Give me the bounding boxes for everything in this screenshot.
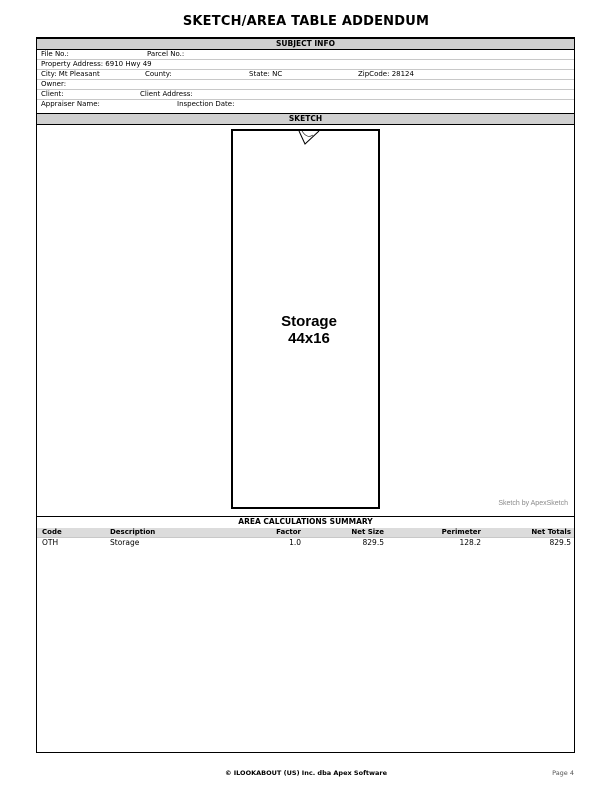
state-value: State: NC [249, 70, 283, 78]
col-description: Description [110, 528, 156, 536]
table-row [37, 538, 574, 549]
door-swing-icon [302, 131, 313, 136]
row-net-totals: 829.5 [549, 538, 571, 547]
room-dims-label: 44x16 [288, 330, 330, 347]
area-calc-header: AREA CALCULATIONS SUMMARY [37, 516, 574, 528]
zipcode-value: ZipCode: 28124 [358, 70, 414, 78]
appraiser-label: Appraiser Name: [41, 100, 100, 108]
county-label: County: [145, 70, 172, 78]
client-label: Client: [41, 90, 64, 98]
info-row-owner [37, 80, 574, 90]
inspection-date-label: Inspection Date: [177, 100, 235, 108]
col-code: Code [42, 528, 62, 536]
footer-page-number: Page 4 [552, 769, 574, 777]
area-calc-column-headers [37, 528, 574, 538]
col-net-totals: Net Totals [531, 528, 571, 536]
addendum-frame [36, 37, 575, 753]
row-description: Storage [110, 538, 140, 547]
door-symbol-icon [299, 131, 319, 144]
page-footer [0, 769, 612, 779]
subject-info-header: SUBJECT INFO [37, 38, 574, 50]
owner-label: Owner: [41, 80, 67, 88]
page-title: SKETCH/AREA TABLE ADDENDUM [182, 14, 430, 29]
sketch-drawing [37, 125, 574, 515]
row-code: OTH [42, 538, 59, 547]
row-factor: 1.0 [289, 538, 301, 547]
row-net-size: 829.5 [362, 538, 384, 547]
parcel-no-label: Parcel No.: [147, 50, 185, 58]
info-row-city [37, 70, 574, 80]
file-no-label: File No.: [41, 50, 69, 58]
sketch-credit: Sketch by ApexSketch [498, 500, 568, 507]
property-address: Property Address: 6910 Hwy 49 [41, 60, 152, 68]
room-name-label: Storage [281, 313, 337, 330]
sketch-area [37, 125, 574, 515]
col-perimeter: Perimeter [441, 528, 481, 536]
col-net-size: Net Size [351, 528, 384, 536]
info-row-client [37, 90, 574, 100]
col-factor: Factor [276, 528, 301, 536]
info-row-file [37, 50, 574, 60]
client-address-label: Client Address: [140, 90, 193, 98]
sketch-header: SKETCH [37, 113, 574, 125]
info-row-appraiser [37, 100, 574, 110]
footer-copyright: © ILOOKABOUT (US) Inc. dba Apex Software [224, 769, 388, 777]
row-perimeter: 128.2 [459, 538, 481, 547]
city-value: City: Mt Pleasant [41, 70, 100, 78]
info-row-address [37, 60, 574, 70]
